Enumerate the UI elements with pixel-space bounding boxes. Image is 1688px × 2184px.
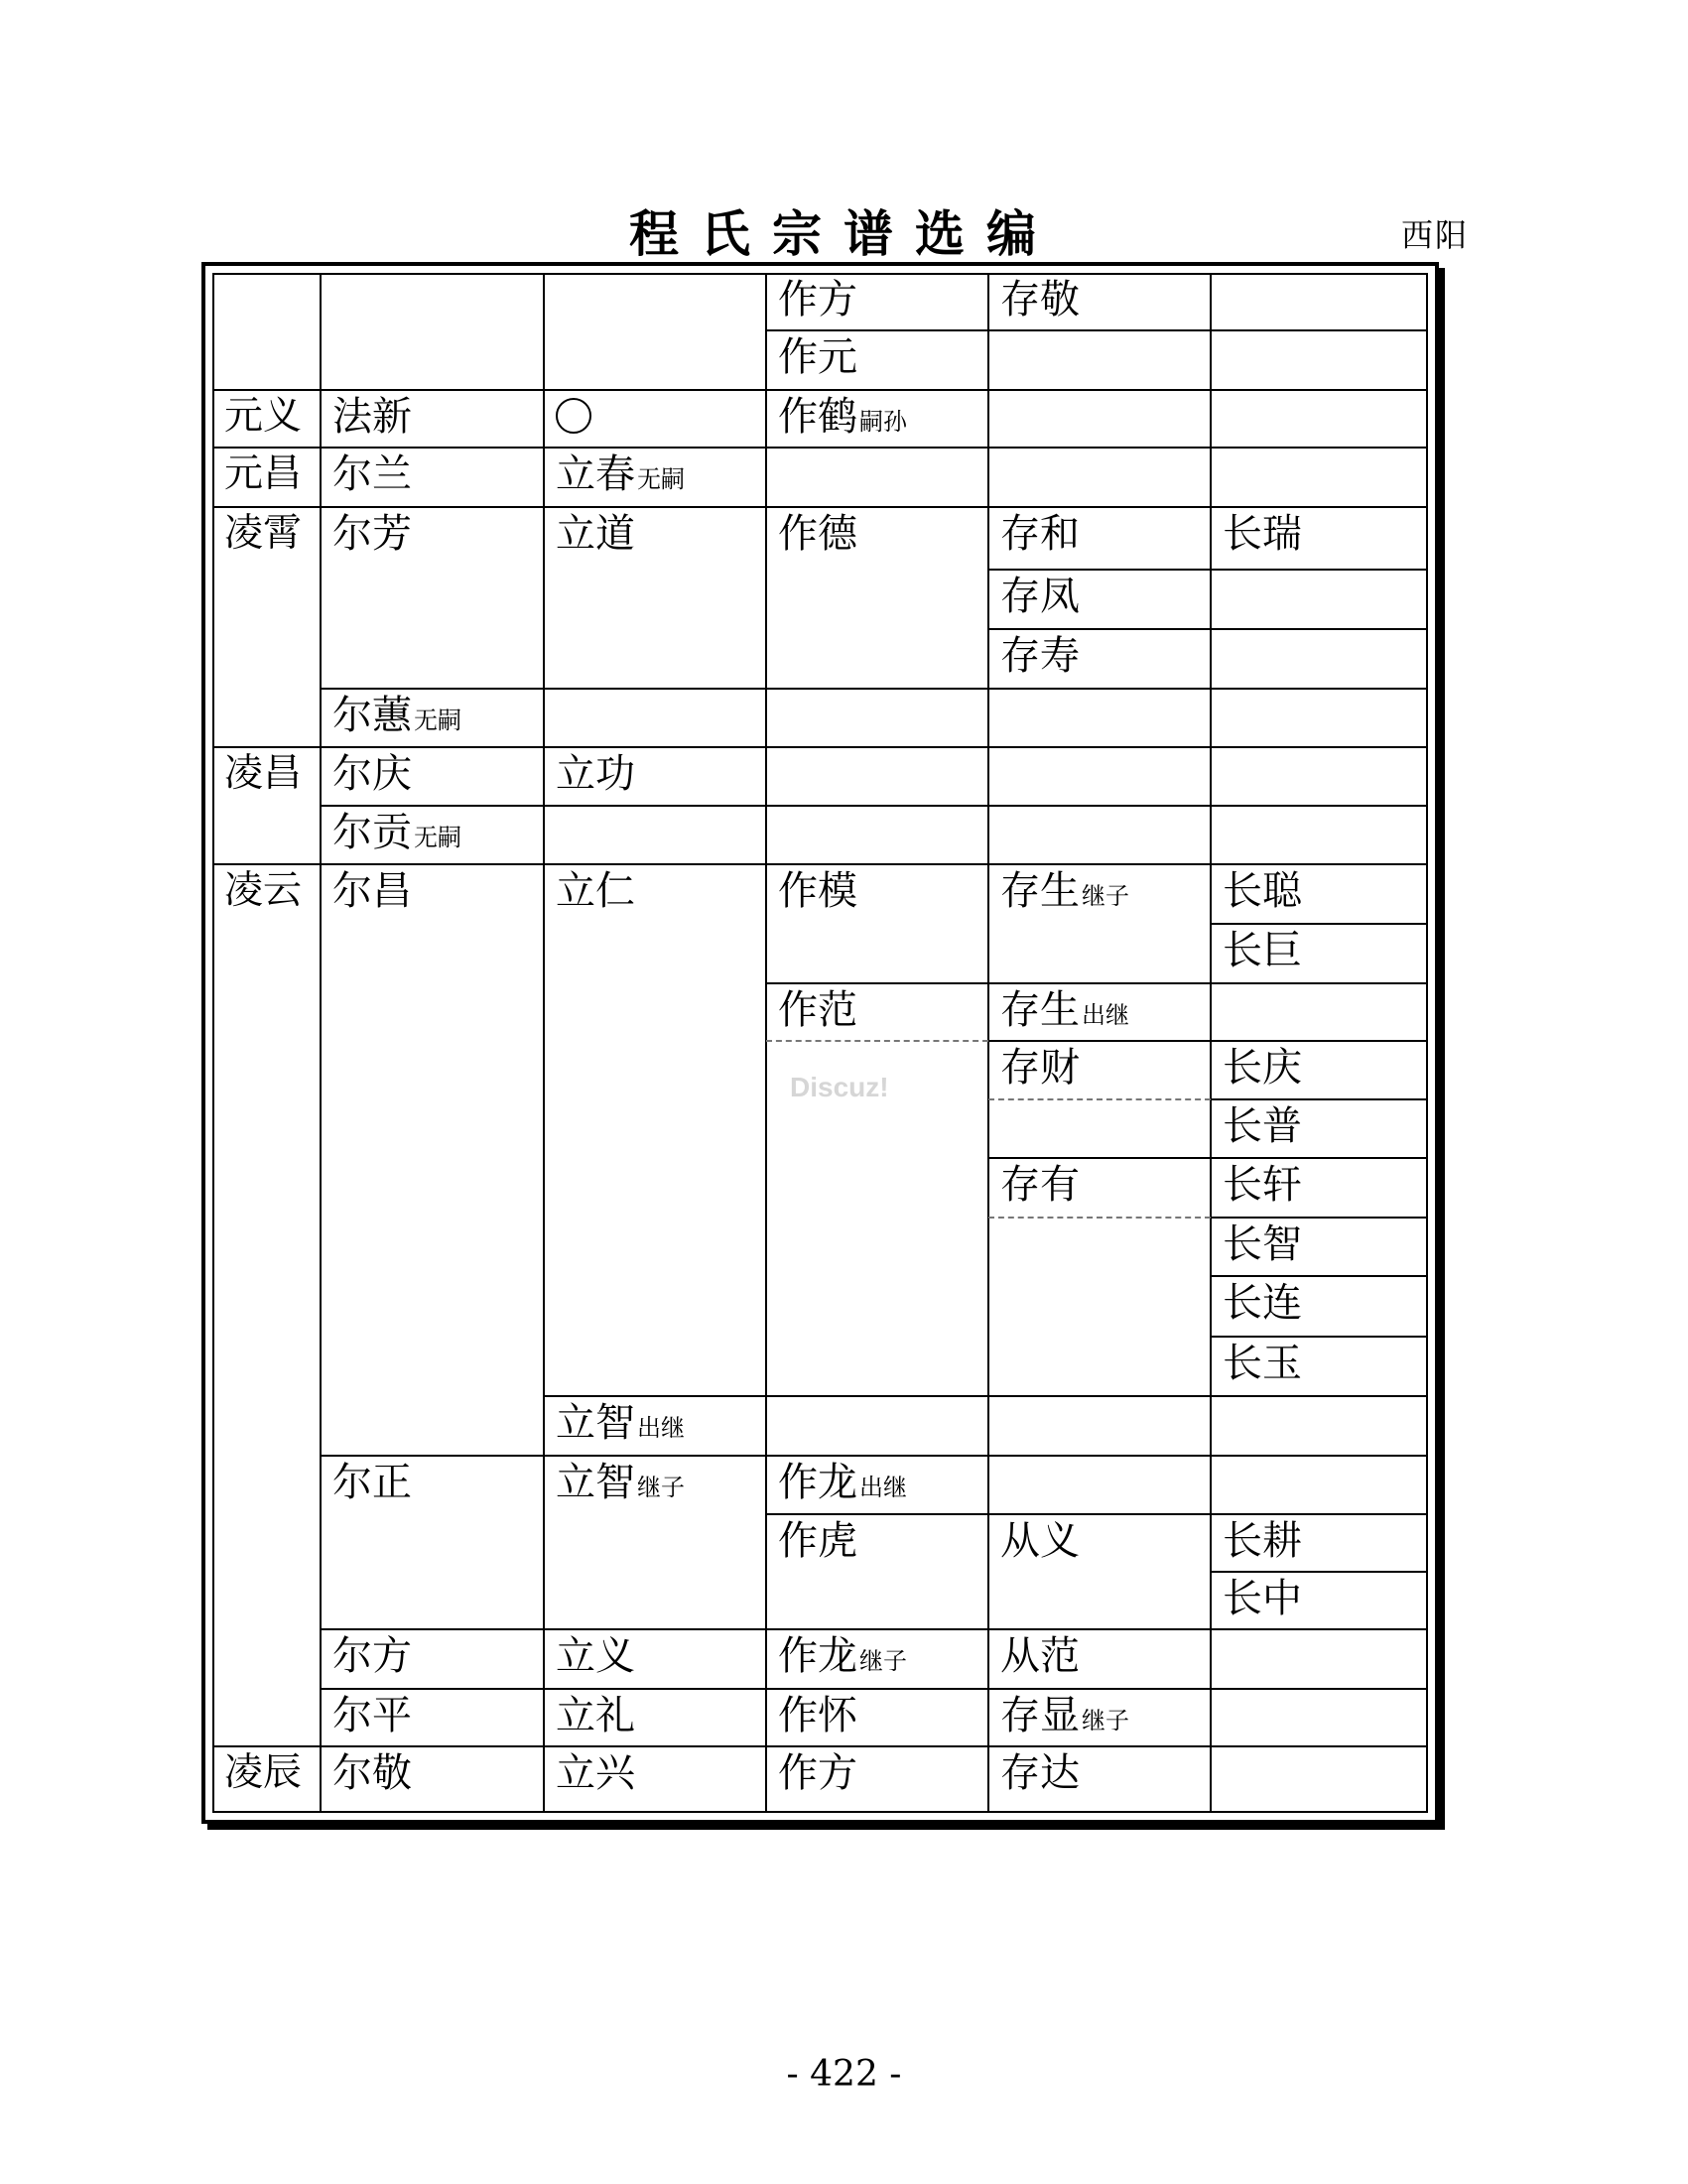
person-name: 元昌	[224, 451, 303, 496]
column-rule	[543, 273, 545, 1813]
annotation-note: 无嗣	[414, 707, 461, 734]
person-name: 尔平	[332, 1693, 412, 1738]
annotation-note: 继子	[859, 1647, 907, 1675]
dashed-rule	[766, 1040, 988, 1042]
person-name: 长玉	[1223, 1341, 1302, 1386]
person-name: 存凤	[1000, 574, 1080, 619]
row-rule	[988, 1040, 1428, 1042]
genealogy-cell	[778, 1518, 857, 1564]
row-rule	[212, 863, 1428, 865]
person-name: 尔庆	[332, 751, 412, 797]
row-rule	[212, 1745, 1428, 1747]
genealogy-cell	[1223, 1221, 1302, 1267]
person-name: 作方	[778, 1750, 857, 1796]
genealogy-cell	[778, 1693, 857, 1738]
genealogy-cell	[1000, 1162, 1080, 1208]
genealogy-cell	[778, 987, 857, 1033]
genealogy-cell	[778, 334, 857, 380]
column-rule	[765, 273, 767, 1813]
watermark: Discuz!	[790, 1072, 889, 1102]
genealogy-cell	[224, 451, 302, 497]
person-name: 长智	[1223, 1221, 1302, 1267]
person-name: 立仁	[556, 868, 635, 914]
person-name: 立义	[556, 1633, 635, 1679]
annotation-note: 无嗣	[414, 824, 461, 851]
annotation-note: 嗣孙	[859, 408, 907, 436]
person-name: 存生	[1000, 868, 1080, 914]
genealogy-cell	[332, 451, 412, 497]
person-name: 尔蕙	[332, 693, 412, 738]
row-rule	[1211, 1098, 1428, 1100]
person-name: 长连	[1223, 1280, 1302, 1326]
person-name: 作龙	[778, 1633, 857, 1679]
genealogy-cell	[1000, 511, 1080, 557]
genealogy-cell	[1000, 1750, 1080, 1796]
person-name: 立智	[556, 1400, 635, 1446]
person-name: 长瑞	[1223, 511, 1302, 557]
row-rule	[1211, 1336, 1428, 1338]
row-rule	[321, 1628, 1428, 1630]
column-rule	[987, 273, 989, 1813]
genealogy-cell	[556, 868, 635, 914]
annotation-note: 无嗣	[637, 465, 685, 493]
column-rule	[320, 273, 322, 1813]
genealogy-cell	[556, 751, 635, 797]
genealogy-cell	[556, 1633, 635, 1679]
genealogy-cell	[1000, 277, 1080, 322]
annotation-note: 继子	[1082, 882, 1129, 910]
person-name: 法新	[332, 394, 412, 440]
genealogy-cell	[778, 1460, 907, 1510]
genealogy-cell	[224, 511, 302, 557]
row-rule	[1211, 1571, 1428, 1573]
row-rule	[321, 688, 1428, 690]
genealogy-cell	[224, 868, 302, 914]
genealogy-cell	[1000, 1045, 1080, 1091]
annotation-note: 出继	[1082, 1001, 1129, 1029]
genealogy-cell	[332, 1460, 412, 1505]
genealogy-cell	[332, 751, 412, 797]
genealogy-cell	[778, 868, 857, 914]
person-name: 立礼	[556, 1693, 635, 1738]
genealogy-cell	[1000, 987, 1129, 1038]
row-rule	[321, 805, 1428, 807]
genealogy-cell	[1223, 1045, 1302, 1091]
genealogy-cell	[332, 810, 461, 860]
person-name: 从范	[1000, 1633, 1080, 1679]
genealogy-cell	[778, 511, 857, 557]
genealogy-cell	[1223, 1280, 1302, 1326]
person-name: 作方	[778, 277, 857, 322]
annotation-note: 继子	[637, 1474, 685, 1501]
genealogy-cell	[224, 1750, 302, 1796]
genealogy-cell	[1223, 1162, 1302, 1208]
person-name: 凌霄	[224, 511, 303, 556]
person-name: 作龙	[778, 1460, 857, 1505]
row-rule	[988, 1157, 1428, 1159]
genealogy-cell	[556, 394, 591, 440]
genealogy-cell	[1223, 1103, 1302, 1149]
row-rule	[544, 1395, 1428, 1397]
page-number: - 422 -	[786, 2054, 902, 2095]
person-name: 从义	[1000, 1518, 1080, 1564]
genealogy-cell	[332, 1633, 412, 1679]
row-rule	[766, 982, 1428, 984]
person-name: 尔正	[332, 1460, 412, 1505]
genealogy-cell	[1223, 1518, 1302, 1564]
genealogy-cell	[332, 1693, 412, 1738]
person-name: 立智	[556, 1460, 635, 1505]
row-rule	[988, 628, 1428, 630]
person-name: 存达	[1000, 1750, 1080, 1796]
genealogy-cell	[556, 511, 635, 557]
dashed-rule	[988, 1098, 1211, 1100]
genealogy-cell	[332, 394, 412, 440]
person-name: 尔方	[332, 1633, 412, 1679]
person-name: 长耕	[1223, 1518, 1302, 1564]
person-name: 存有	[1000, 1162, 1080, 1208]
genealogy-cell	[1223, 868, 1302, 914]
person-name: 凌辰	[224, 1750, 303, 1795]
circle-mark-icon	[556, 398, 591, 434]
person-name: 存敬	[1000, 277, 1080, 322]
genealogy-cell	[778, 277, 857, 322]
genealogy-cell	[1000, 868, 1129, 919]
genealogy-cell	[556, 1693, 635, 1738]
place-label: 西阳	[1401, 216, 1470, 254]
page-title: 程氏宗谱选编	[629, 205, 1058, 263]
row-rule	[988, 569, 1428, 571]
genealogy-cell	[1000, 1693, 1129, 1743]
genealogy-cell	[1000, 1633, 1080, 1679]
person-name: 长巨	[1223, 928, 1302, 973]
person-name: 作虎	[778, 1518, 857, 1564]
person-name: 尔敬	[332, 1750, 412, 1796]
genealogy-cell	[1223, 511, 1302, 557]
genealogy-cell	[1223, 928, 1302, 973]
person-name: 作元	[778, 334, 857, 380]
person-name: 尔兰	[332, 451, 412, 497]
genealogy-cell	[556, 1460, 685, 1510]
genealogy-cell	[556, 451, 685, 502]
person-name: 存生	[1000, 987, 1080, 1033]
person-name: 作鹤	[778, 394, 857, 440]
person-name: 长普	[1223, 1103, 1302, 1149]
genealogy-cell	[224, 751, 302, 797]
genealogy-cell	[332, 868, 412, 914]
person-name: 长中	[1223, 1576, 1302, 1621]
person-name: 作怀	[778, 1693, 857, 1738]
person-name: 存寿	[1000, 633, 1080, 679]
genealogy-cell	[556, 1750, 635, 1796]
row-rule	[1211, 1217, 1428, 1219]
person-name: 立功	[556, 751, 635, 797]
person-name: 长庆	[1223, 1045, 1302, 1091]
genealogy-cell	[332, 1750, 412, 1796]
row-rule	[1211, 1275, 1428, 1277]
person-name: 尔昌	[332, 868, 412, 914]
genealogy-cell	[778, 1750, 857, 1796]
row-rule	[321, 1688, 1428, 1690]
person-name: 凌云	[224, 868, 303, 913]
row-rule	[766, 329, 1428, 331]
genealogy-cell	[1000, 1518, 1080, 1564]
row-rule	[212, 746, 1428, 748]
column-rule	[1210, 273, 1212, 1813]
genealogy-cell	[1000, 633, 1080, 679]
genealogy-cell	[778, 1633, 907, 1684]
row-rule	[212, 389, 1428, 391]
person-name: 凌昌	[224, 751, 303, 796]
genealogy-cell	[778, 394, 907, 445]
person-name: 元义	[224, 394, 303, 439]
person-name: 存和	[1000, 511, 1080, 557]
genealogy-cell	[1000, 574, 1080, 619]
person-name: 长轩	[1223, 1162, 1302, 1208]
annotation-note: 继子	[1082, 1707, 1129, 1734]
person-name: 尔贡	[332, 810, 412, 855]
person-name: 长聪	[1223, 868, 1302, 914]
person-name: 立道	[556, 511, 635, 557]
genealogy-cell	[1223, 1576, 1302, 1621]
row-rule	[212, 506, 1428, 508]
person-name: 作模	[778, 868, 857, 914]
genealogy-cell	[1223, 1341, 1302, 1386]
row-rule	[766, 1513, 1428, 1515]
row-rule	[321, 1455, 1428, 1457]
person-name: 作范	[778, 987, 857, 1033]
person-name: 立春	[556, 451, 635, 497]
row-rule	[212, 447, 1428, 449]
person-name: 尔芳	[332, 511, 412, 557]
annotation-note: 出继	[637, 1414, 685, 1442]
row-rule	[1211, 923, 1428, 925]
genealogy-cell	[332, 511, 412, 557]
genealogy-cell	[556, 1400, 685, 1451]
person-name: 存显	[1000, 1693, 1080, 1738]
person-name: 存财	[1000, 1045, 1080, 1091]
person-name: 立兴	[556, 1750, 635, 1796]
genealogy-cell	[224, 394, 302, 440]
annotation-note: 出继	[859, 1474, 907, 1501]
person-name: 作德	[778, 511, 857, 557]
genealogy-cell	[332, 693, 461, 743]
dashed-rule	[988, 1217, 1211, 1219]
